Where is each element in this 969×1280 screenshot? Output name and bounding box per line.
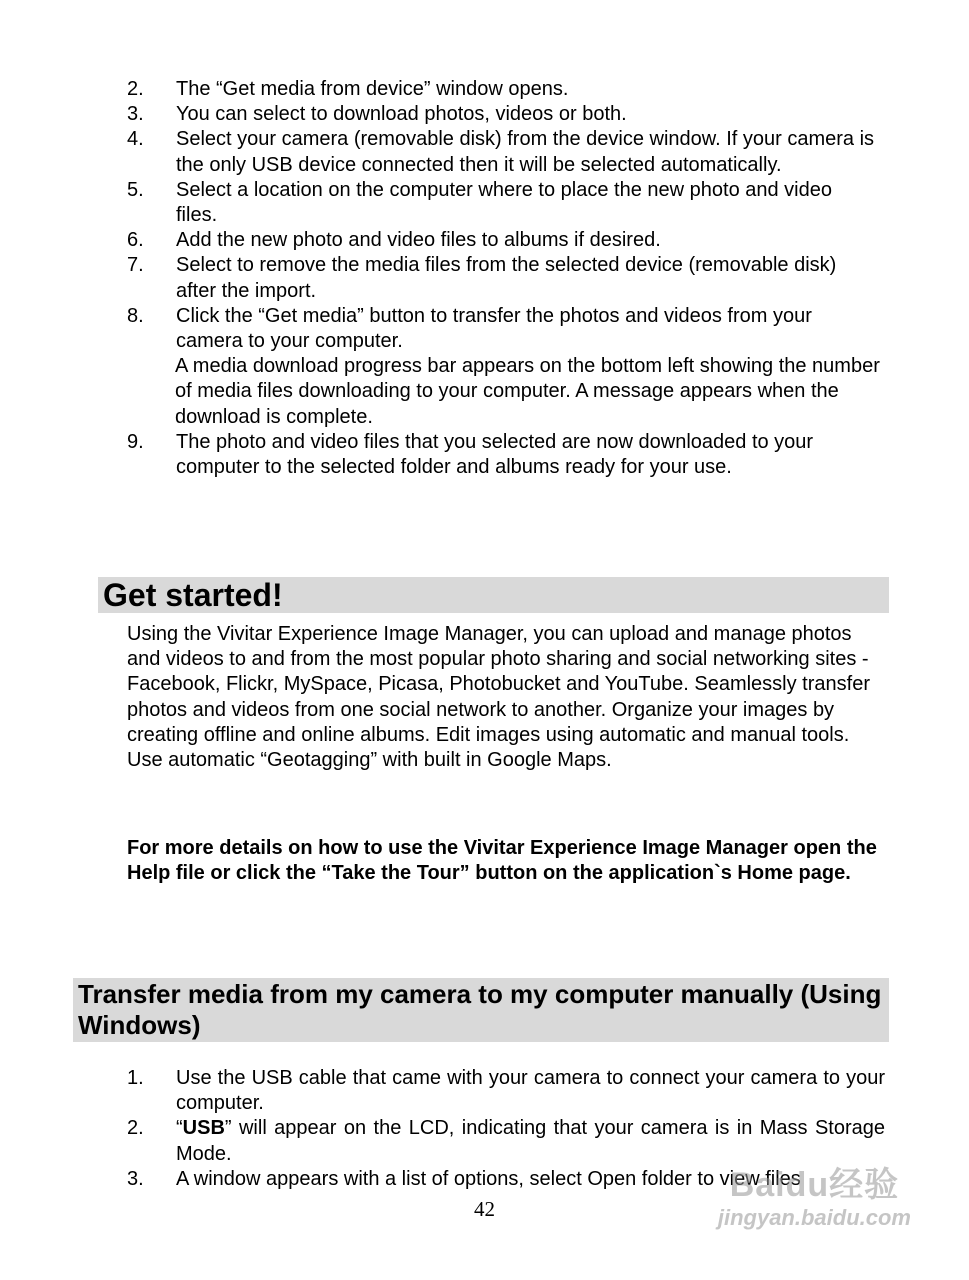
step-text-rest: ” will appear on the LCD, indicating that your camera is in Mass Storage Mode. <box>176 1117 885 1165</box>
list-item <box>0 77 969 102</box>
list-item <box>0 1116 969 1166</box>
step-text: Select to remove the media files from the selected device (removable disk) after the import. <box>176 254 837 302</box>
step-text: A window appears with a list of options, select Open folder to view files <box>176 1167 801 1190</box>
watermark-url: jingyan.baidu.com <box>717 1205 911 1230</box>
step-number: 8. <box>127 304 144 327</box>
step-number: 1. <box>127 1067 144 1089</box>
step-number: 6. <box>127 229 144 252</box>
transfer-heading: Transfer media from my camera to my computer manually (Using Windows) <box>73 978 889 1042</box>
step-text: Select a location on the computer where to place the new photo and video files. <box>176 178 832 227</box>
step-text: The photo and video files that you selected are now downloaded to your computer to the selected folder and albums ready for your use. <box>176 430 814 479</box>
watermark-logo: Baidu经验 <box>729 1166 900 1204</box>
step-number: 4. <box>127 128 144 151</box>
page-number: 42 <box>474 1197 495 1221</box>
list-item <box>0 178 969 228</box>
step-text: Select your camera (removable disk) from the device window. If your camera is the only USB device connected then it will be selected automatically. <box>176 128 875 176</box>
get-started-paragraph: Using the Vivitar Experience Image Manager, you can upload and manage photos and videos to and from the most popular photo sharing and social networking sites - Facebook, Flickr, MySpace, Picasa, Photobucket and YouTube. Seamlessly transfer photos and videos from one social network to another. Organize your images by creating offline and online albums. Edit images using automatic and manual tools. Use automatic “Geotagging” with built in Google Maps. <box>127 623 870 772</box>
list-item <box>0 430 969 480</box>
step-text: The “Get media from device” window opens. <box>176 78 569 100</box>
step-note: A media download progress bar appears on the bottom left showing the number of media files downloading to your computer. A message appears when the download is complete. <box>175 355 880 428</box>
download-steps-list <box>0 77 969 480</box>
list-item <box>0 127 969 177</box>
list-item <box>0 253 969 303</box>
quote-open: “ <box>176 1117 183 1140</box>
step-number: 3. <box>127 1167 144 1190</box>
usb-label: USB <box>182 1117 225 1140</box>
step-text: Click the “Get media” button to transfer the photos and videos from your camera to your computer. <box>176 304 812 353</box>
list-item <box>0 304 969 430</box>
step-text: Add the new photo and video files to albums if desired. <box>176 229 661 252</box>
details-paragraph: For more details on how to use the Vivitar Experience Image Manager open the Help file or click the “Take the Tour” button on the application`s Home page. <box>127 837 877 885</box>
step-text: You can select to download photos, videos or both. <box>176 103 627 126</box>
step-text: Use the USB cable that came with your camera to connect your camera to your computer. <box>176 1067 885 1115</box>
step-text <box>176 1116 885 1166</box>
list-item <box>0 228 969 253</box>
list-item <box>0 1066 969 1116</box>
step-number: 5. <box>127 178 144 201</box>
step-number: 9. <box>127 430 144 453</box>
step-number: 3. <box>127 103 144 126</box>
step-number: 7. <box>127 254 144 277</box>
get-started-heading: Get started! <box>98 577 889 613</box>
list-item <box>0 102 969 127</box>
step-number: 2. <box>127 78 144 100</box>
step-number: 2. <box>127 1117 144 1140</box>
baidu-watermark <box>718 1165 911 1231</box>
